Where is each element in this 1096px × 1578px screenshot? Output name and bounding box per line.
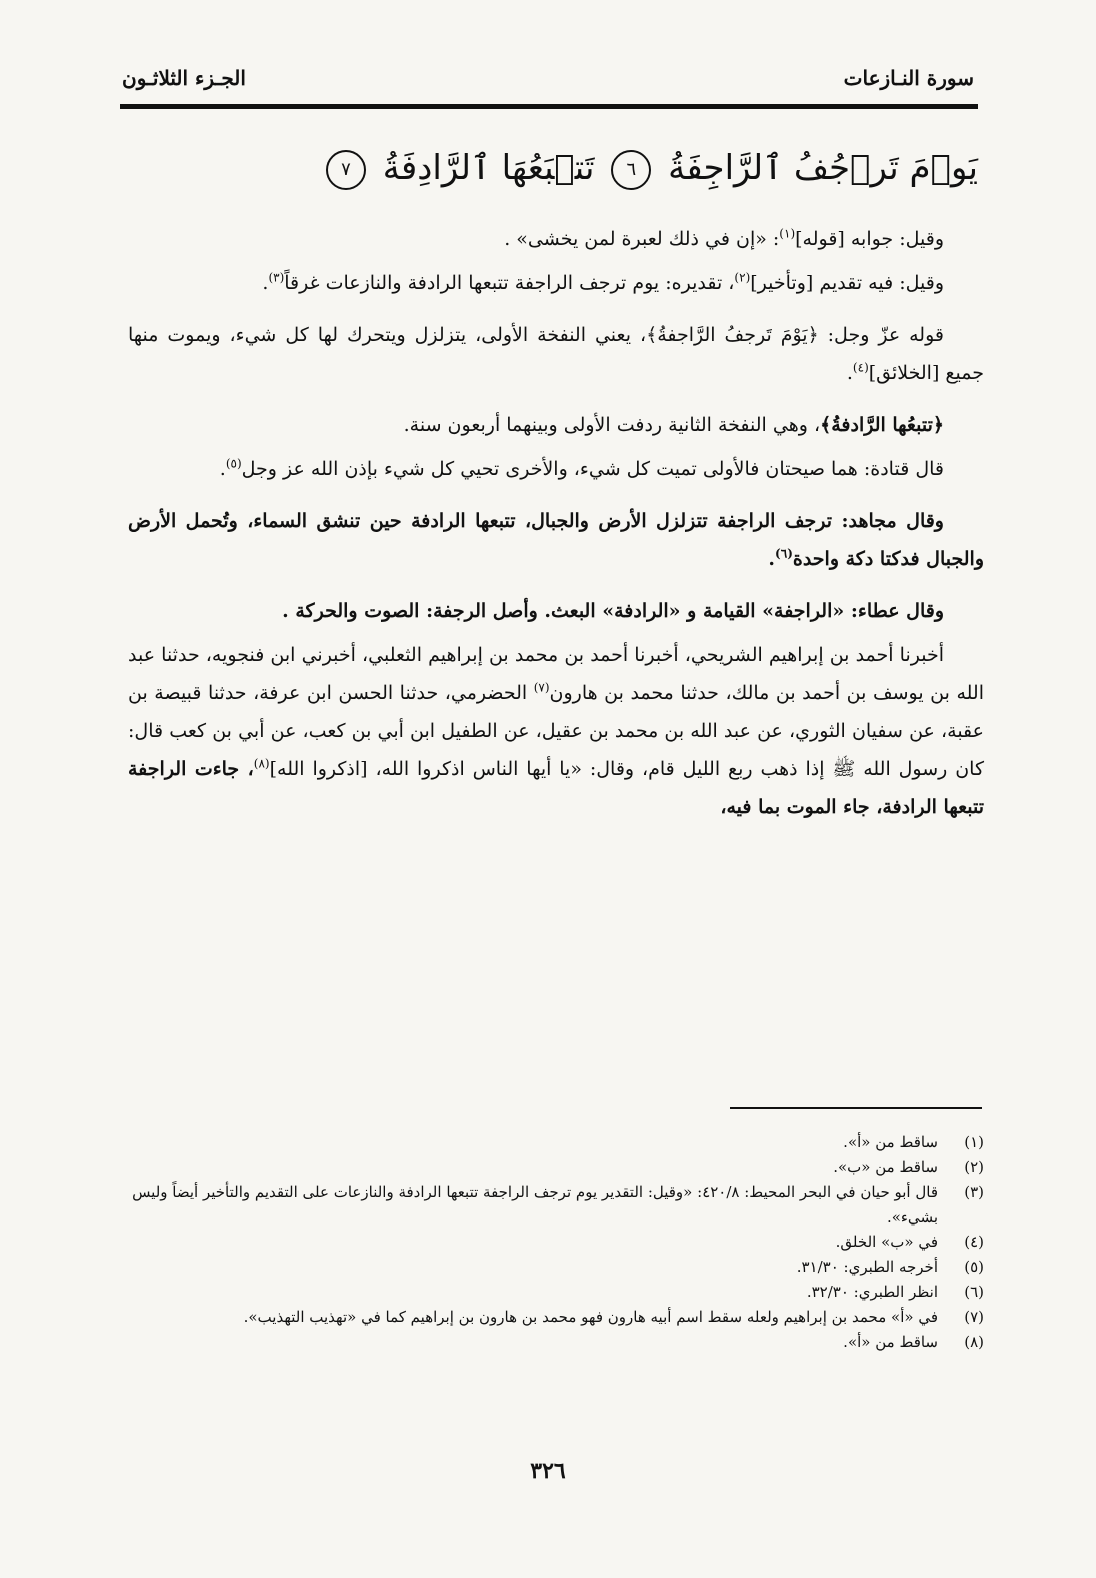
p1-text: وقيل: جوابه [قوله] — [795, 228, 944, 250]
main-text — [128, 220, 984, 840]
p3-text: قوله عزّ وجل: ﴿يَوْمَ تَرجفُ الرَّاجفةُ﴾، يعني النفخة الأولى، يتزلزل ويتحرك لها كل شيء، ويموت منها جميع [الخلائق] — [128, 324, 984, 384]
verse-part-1: يَوۡمَ تَرۡجُفُ ٱلرَّاجِفَةُ — [668, 148, 978, 188]
p2-text: وقيل: فيه تقديم [وتأخير] — [750, 272, 944, 294]
footnote-8: (٨) ساقط من «أ». — [843, 1333, 984, 1351]
ayah-number-7: ٧ — [326, 150, 366, 190]
juz-title: الجـزء الثلاثـون — [122, 66, 246, 90]
quran-verse — [130, 138, 978, 198]
paragraph-3 — [128, 316, 984, 392]
footnote-5: (٥) أخرجه الطبري: ٣١/٣٠. — [796, 1258, 984, 1276]
p1-text-b: : «إن في ذلك لعبرة لمن يخشى» . — [504, 228, 780, 250]
p6-text: وقال مجاهد: ترجف الراجفة تتزلزل الأرض والجبال، تتبعها الرادفة حين تنشق السماء، وتُحمل الأرض والجبال فدكتا دكة واحدة — [128, 510, 984, 570]
footnote-ref-3: (٣) — [268, 270, 285, 285]
p2-text-b: ، تقديره: يوم ترجف الراجفة تتبعها الرادفة والنازعات غرقاً — [284, 272, 735, 294]
p7-text: وقال عطاء: «الراجفة» القيامة و «الرادفة» البعث. وأصل الرجفة: الصوت والحركة . — [282, 600, 944, 622]
footnote-1: (١) ساقط من «أ». — [843, 1133, 984, 1151]
p2-text-c: . — [262, 272, 269, 294]
footnote-3: (٣) قال أبو حيان في البحر المحيط: ٤٢٠/٨: «وقيل: التقدير يوم ترجف الراجفة تتبعها الرادفة والنازعات على التقديم والتأخير أيضاً وليس بشيء». — [132, 1183, 984, 1226]
p8-text-c: ، جاءت الراجفة تتبعها الرادفة، جاء الموت بما فيه، — [128, 758, 984, 818]
running-header — [122, 58, 974, 98]
paragraph-7 — [128, 592, 984, 630]
footnote-6: (٦) انظر الطبري: ٣٢/٣٠. — [806, 1283, 984, 1301]
footnote-ref-4: (٤) — [852, 360, 869, 375]
p8-text: أخبرنا أحمد بن إبراهيم الشريحي، أخبرنا أحمد بن محمد بن إبراهيم الثعلبي، أخبرني ابن فنجويه، حدثنا عبد الله بن يوسف بن أحمد بن مالك، حدثنا محمد بن هارون — [128, 644, 984, 704]
paragraph-8 — [128, 636, 984, 826]
page-number: ٣٢٦ — [530, 1458, 566, 1484]
footnote-ref-2: (٢) — [734, 270, 751, 285]
footnote-ref-8: (٨) — [253, 756, 270, 771]
paragraph-2 — [128, 264, 984, 302]
header-rule — [120, 104, 978, 109]
p6-text-b: . — [768, 548, 776, 570]
paragraph-4 — [128, 406, 984, 444]
p8-text-b: الحضرمي، حدثنا الحسن ابن عرفة، حدثنا قبيصة بن عقبة، عن سفيان الثوري، عن عبد الله بن محمد بن عقيل، عن الطفيل ابن أبي بن كعب، عن أبي بن كعب قال: كان رسول الله ﷺ إذا ذهب ربع الليل قام، وقال: «يا أيها الناس اذكروا الله، [اذكروا الله] — [128, 682, 984, 780]
paragraph-1 — [128, 220, 984, 258]
p5-text: قال قتادة: هما صيحتان فالأولى تميت كل شيء، والأخرى تحيي كل شيء بإذن الله عز وجل — [241, 458, 944, 480]
p4-quote: ﴿تتبعُها الرَّادفةُ﴾ — [820, 414, 944, 436]
footnote-rule — [730, 1107, 982, 1109]
p3-text-b: . — [846, 362, 853, 384]
footnote-ref-6: (٦) — [775, 546, 793, 561]
p4-text: ، وهي النفخة الثانية ردفت الأولى وبينهما أربعون سنة. — [403, 414, 821, 436]
paragraph-6 — [128, 502, 984, 578]
ayah-number-6: ٦ — [611, 150, 651, 190]
footnote-ref-1: (١) — [779, 226, 796, 241]
footnote-2: (٢) ساقط من «ب». — [833, 1158, 984, 1176]
footnotes — [126, 1130, 984, 1355]
verse-part-2: تَتۡبَعُهَا ٱلرَّادِفَةُ — [382, 148, 595, 188]
footnote-ref-5: (٥) — [225, 456, 242, 471]
footnote-7: (٧) في «أ» محمد بن إبراهيم ولعله سقط اسم أبيه هارون فهو محمد بن هارون بن إبراهيم كما في «تهذيب التهذيب». — [243, 1308, 984, 1326]
footnote-4: (٤) في «ب» الخلق. — [835, 1233, 984, 1251]
paragraph-5 — [128, 450, 984, 488]
footnote-ref-7: (٧) — [533, 680, 550, 695]
p5-text-b: . — [219, 458, 226, 480]
surah-title: سورة النـازعات — [843, 66, 974, 90]
